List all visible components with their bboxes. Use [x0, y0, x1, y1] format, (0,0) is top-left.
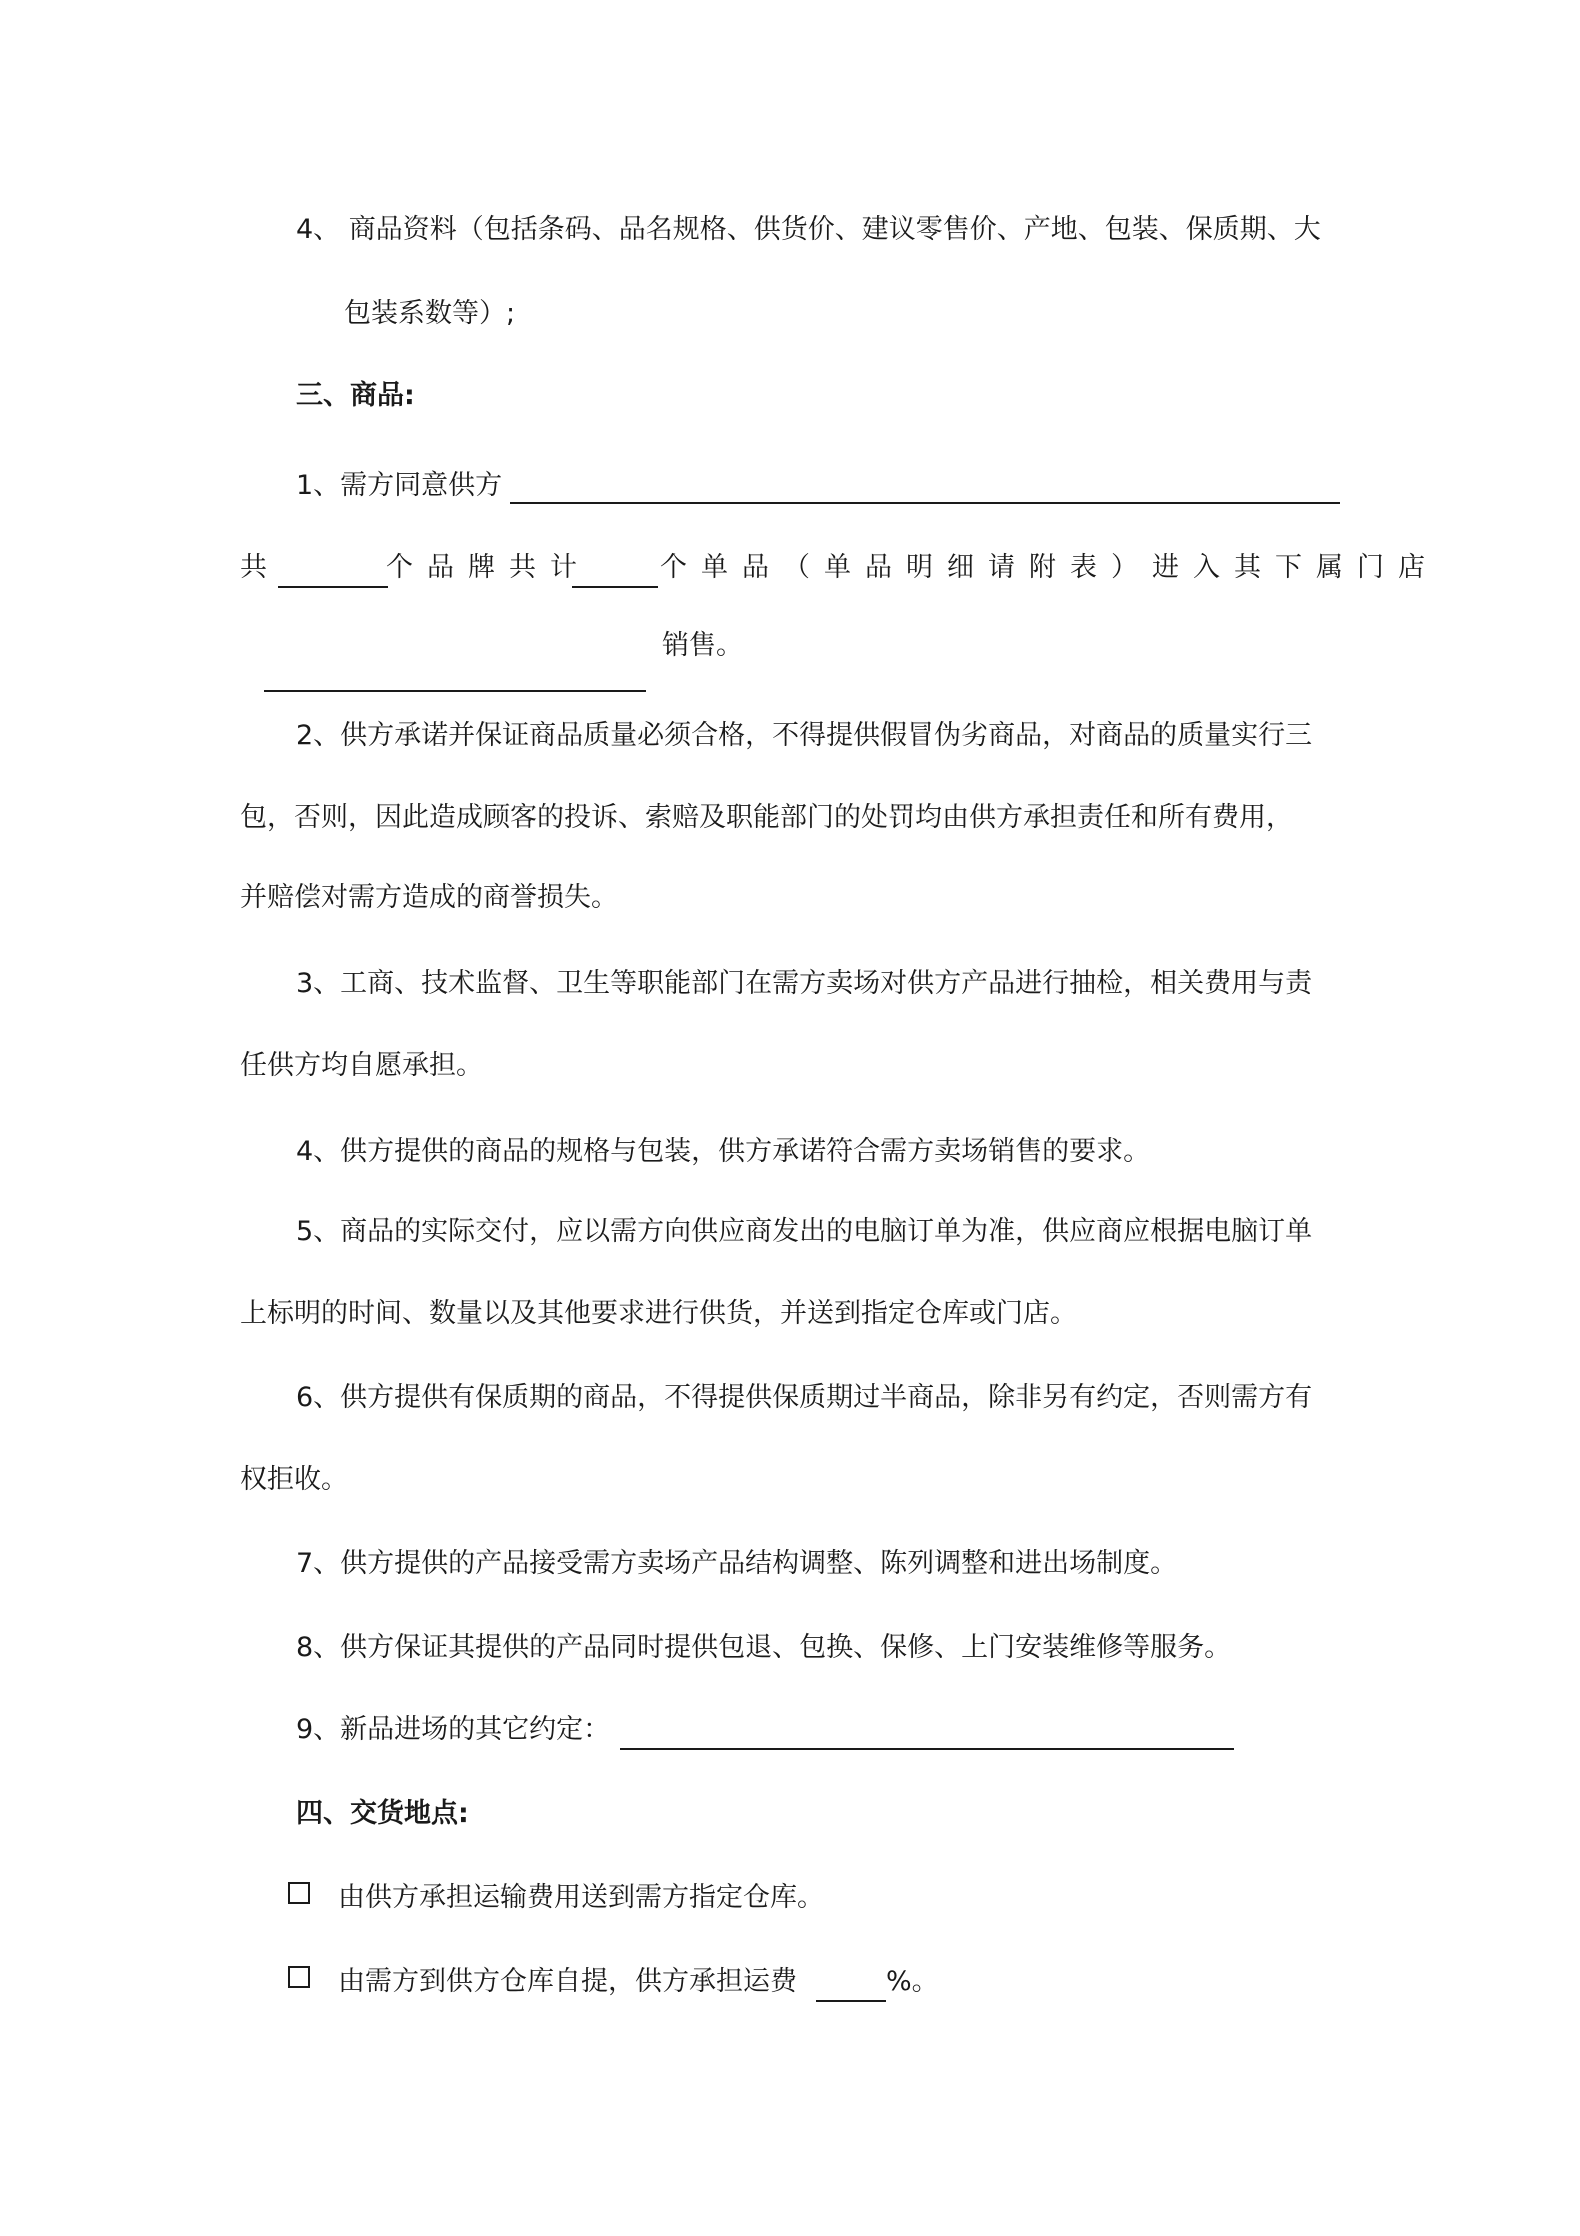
s3-item-1-row2-b: 个品牌共计 [386, 552, 591, 583]
s3-item-1-row2-a: 共 [240, 552, 267, 583]
option-2-label: 由需方到供方仓库自提，供方承担运费 [338, 1966, 797, 1997]
s3-item-2-line-2: 包，否则，因此造成顾客的投诉、索赔及职能部门的处罚均由供方承担责任和所有费用， [240, 802, 1293, 833]
s3-item-4: 4、供方提供的商品的规格与包装，供方承诺符合需方卖场销售的要求。 [296, 1136, 1151, 1167]
blank-freight-percent[interactable] [816, 2000, 886, 2002]
s3-item-5-line-1: 5、商品的实际交付，应以需方向供应商发出的电脑订单为准，供应商应根据电脑订单 [296, 1216, 1313, 1247]
s3-item-1-prefix: 1、需方同意供方 [296, 470, 503, 501]
s3-item-3-line-2: 任供方均自愿承担。 [240, 1050, 483, 1081]
section-4-heading: 四、交货地点: [296, 1798, 469, 1829]
option-2-suffix: %。 [886, 1966, 939, 1997]
section-3-heading: 三、商品: [296, 380, 415, 411]
option-1-label: 由供方承担运输费用送到需方指定仓库。 [338, 1882, 824, 1913]
s3-item-1-row3: 销售。 [662, 630, 743, 661]
s3-item-2-line-1: 2、供方承诺并保证商品质量必须合格，不得提供假冒伪劣商品，对商品的质量实行三 [296, 720, 1313, 751]
blank-other-agreement[interactable] [620, 1748, 1234, 1750]
blank-supplier-name[interactable] [510, 502, 1340, 504]
s3-item-2-line-3: 并赔偿对需方造成的商誉损失。 [240, 882, 618, 913]
item-4-line-2: 包装系数等）; [344, 298, 516, 329]
item-4-line-1: 4、 商品资料（包括条码、品名规格、供货价、建议零售价、产地、包装、保质期、大 [296, 214, 1321, 245]
s3-item-7: 7、供方提供的产品接受需方卖场产品结构调整、陈列调整和进出场制度。 [296, 1548, 1178, 1579]
s3-item-6-line-2: 权拒收。 [240, 1464, 348, 1495]
s3-item-1-row2-c: 个单品（单品明细请附表）进入其下属门店 [660, 552, 1439, 583]
blank-brand-count[interactable] [278, 586, 388, 588]
s3-item-8: 8、供方保证其提供的产品同时提供包退、包换、保修、上门安装维修等服务。 [296, 1632, 1232, 1663]
option-1-checkbox[interactable] [288, 1882, 310, 1904]
option-2-checkbox[interactable] [288, 1966, 310, 1988]
s3-item-5-line-2: 上标明的时间、数量以及其他要求进行供货，并送到指定仓库或门店。 [240, 1298, 1077, 1329]
blank-stores[interactable] [264, 690, 646, 692]
s3-item-6-line-1: 6、供方提供有保质期的商品，不得提供保质期过半商品，除非另有约定，否则需方有 [296, 1382, 1313, 1413]
s3-item-9: 9、新品进场的其它约定： [296, 1714, 611, 1745]
s3-item-3-line-1: 3、工商、技术监督、卫生等职能部门在需方卖场对供方产品进行抽检，相关费用与责 [296, 968, 1313, 999]
blank-sku-count[interactable] [572, 586, 658, 588]
